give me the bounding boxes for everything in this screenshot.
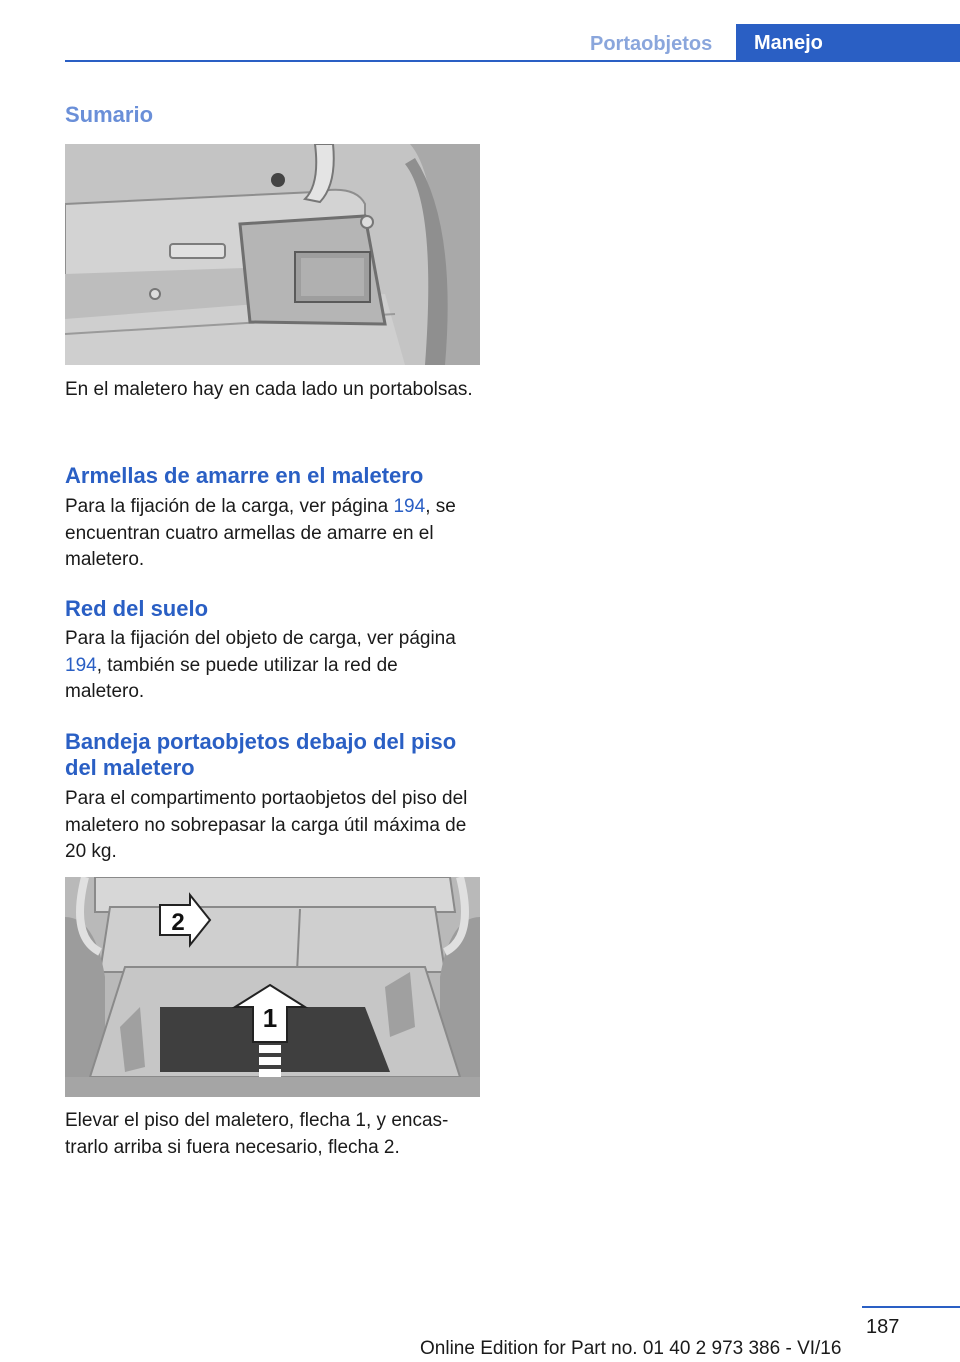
- red-text-before: Para la fijación del objeto de carga, ver página: [65, 628, 456, 649]
- heading-armellas: Armellas de amarre en el maletero: [65, 463, 424, 488]
- heading-red-suelo: Red del suelo: [65, 596, 209, 621]
- trunk-floor-illustration: [65, 877, 480, 1097]
- armellas-page-link[interactable]: 194: [393, 496, 426, 517]
- page-title: Sumario: [65, 102, 154, 127]
- heading-bandeja: Bandeja portaobjetos debajo del piso del maletero: [65, 729, 457, 780]
- red-page-link[interactable]: 194: [65, 654, 97, 676]
- arrow-1-label: 1: [262, 1003, 278, 1033]
- trunk-side-bag-holder-illustration: [65, 144, 480, 365]
- armellas-text: [65, 494, 475, 574]
- page-number: 187: [866, 1316, 900, 1338]
- trunk-side-illustration-svg: [65, 144, 480, 365]
- trunk-floor-illustration-svg: [65, 877, 480, 1097]
- red-text: [65, 626, 475, 706]
- header-rule: [65, 60, 960, 62]
- header-chapter-tab[interactable]: Manejo: [736, 24, 960, 62]
- bandeja-caption: Elevar el piso del maletero, flecha 1, y encastrarlo arriba si fuera necesario, flecha 2.: [65, 1110, 449, 1158]
- edition-footer: Online Edition for Part no. 01 40 2 973 386 - VI/16: [420, 1338, 842, 1359]
- armellas-text-after: , se encuentran cuatro armellas de amarre en el maletero.: [65, 496, 456, 570]
- header-section-tab[interactable]: Portaobjetos: [590, 33, 713, 55]
- armellas-text-before: Para la fijación de la carga, ver página: [65, 496, 394, 517]
- bandeja-text: Para el compartimento portaobjetos del piso del maletero no sobrepasar la carga útil máxima de 20 kg.: [65, 788, 468, 862]
- red-text-after: , también se puede utilizar la red de maletero.: [65, 654, 398, 702]
- footer-rule: [862, 1306, 960, 1308]
- summary-caption: En el maletero hay en cada lado un portabolsas.: [65, 379, 473, 400]
- arrow-2-label: 2: [171, 909, 185, 936]
